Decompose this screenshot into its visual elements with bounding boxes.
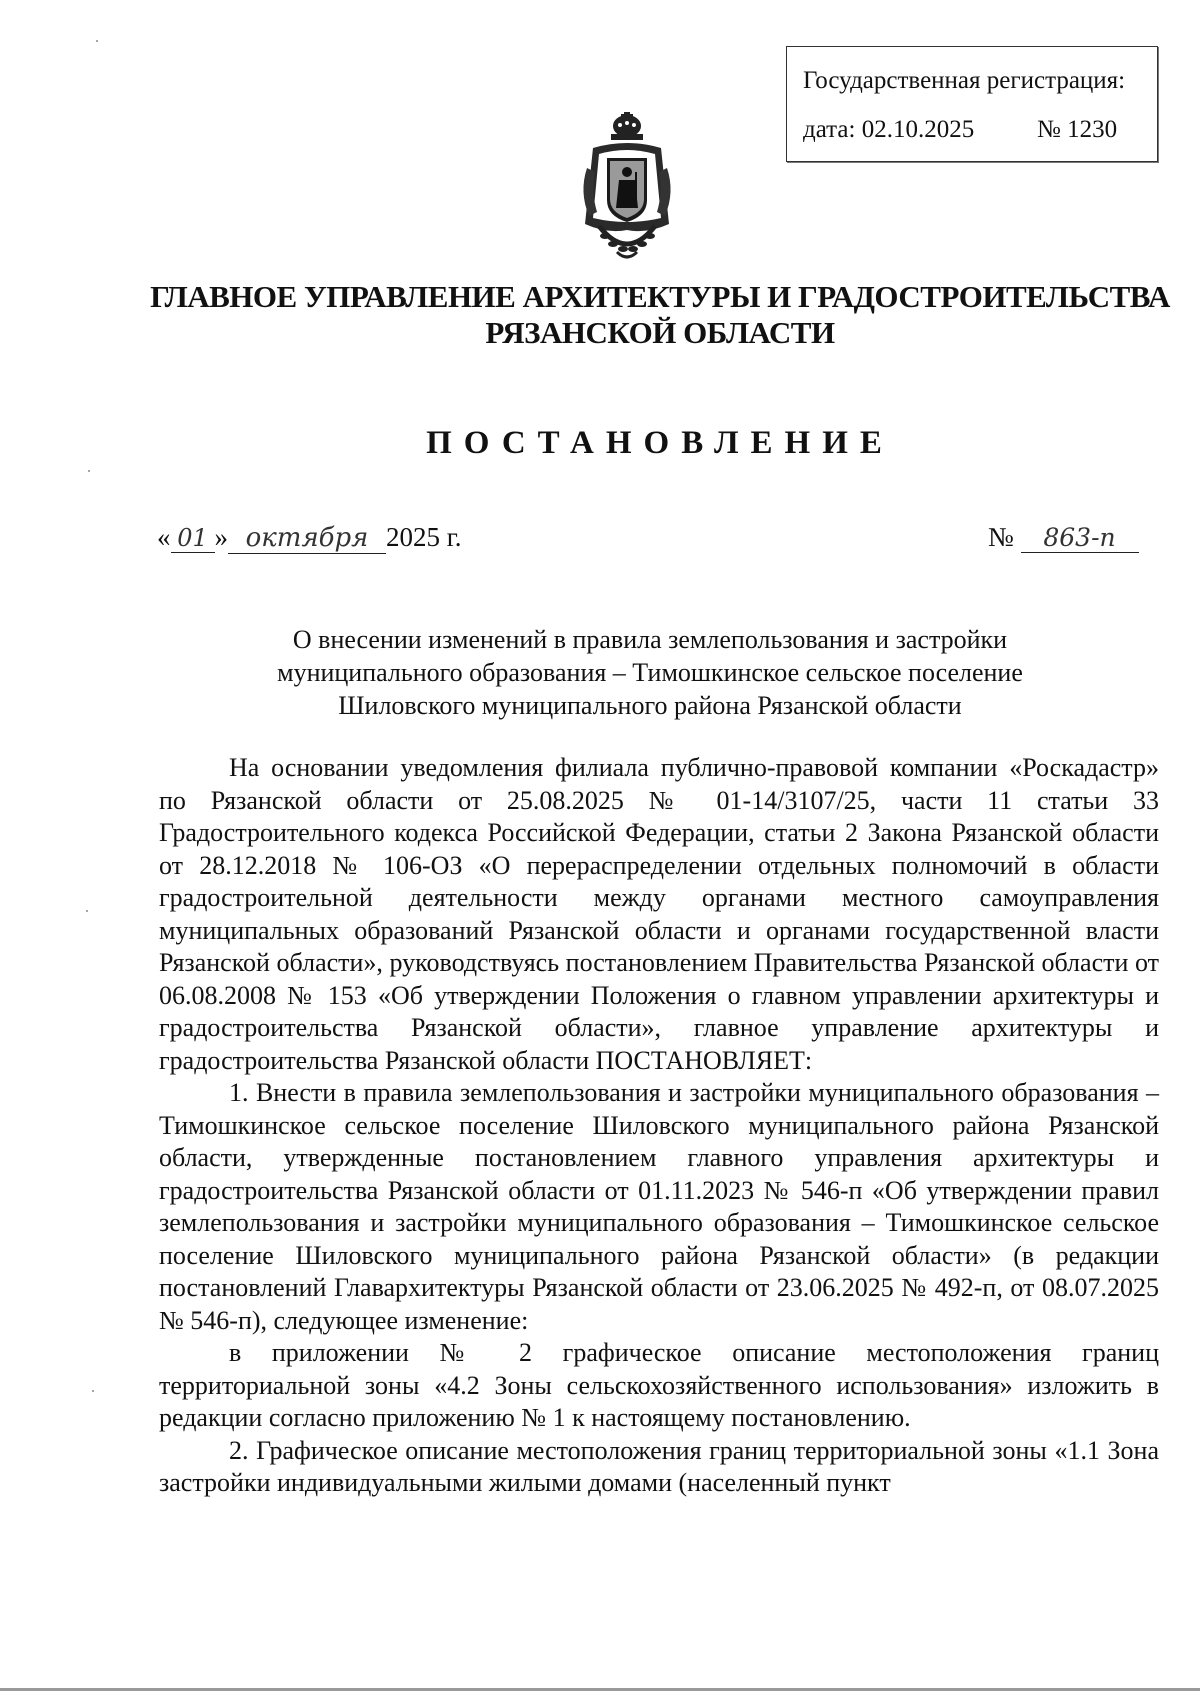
registration-number: № 1230 (1037, 116, 1118, 143)
registration-stamp (786, 46, 1158, 162)
number-label: № (988, 522, 1014, 552)
body-paragraph-amendment: в приложении № 2 графическое описание местоположения границ территориальной зоны «4.2 Зоны сельскохозяйственного использования» изложить в редакции согласно приложению № 1 к настоящему постановлению. (159, 1338, 1159, 1432)
page-bottom-edge (0, 1688, 1200, 1691)
registration-date: дата: 02.10.2025 (803, 116, 975, 143)
body-paragraph-item-1: 1. Внести в правила землепользования и застройки муниципального образования – Тимошкинское сельское поселение Шиловского муниципального района Рязанской области, утвержденные постановлением главного управления архитектуры и градостроительства Рязанской области от 01.11.2023 № 546-п «Об утверждении правил землепользования и застройки муниципального образования – Тимошкинское сельское поселение Шиловского муниципального района Рязанской области» (в редакции постановлений Главархитектуры Рязанской области от 23.06.2025 № 492-п, от 08.07.2025 № 546-п), следующее изменение: (159, 1078, 1159, 1335)
document-date (157, 522, 462, 554)
document-type: ПОСТАНОВЛЕНИЕ (426, 425, 894, 461)
date-close-quote: » (214, 522, 228, 552)
coat-of-arms-icon (577, 112, 677, 268)
document-number (988, 522, 1139, 553)
document-body (159, 752, 1159, 1500)
issuer-name-line-1: ГЛАВНОЕ УПРАВЛЕНИЕ АРХИТЕКТУРЫ И ГРАДОСТРОИТЕЛЬСТВА (150, 279, 1170, 314)
title-line: Шиловского муниципального района Рязанской области (338, 691, 962, 720)
title-line: О внесении изменений в правила землепользования и застройки (292, 625, 1008, 654)
number-value-handwritten: 863-п (1021, 523, 1139, 553)
registration-title: Государственная регистрация: (803, 67, 1126, 94)
date-open-quote: « (157, 522, 171, 552)
date-day-handwritten: 01 (171, 524, 215, 553)
document-title (150, 623, 1150, 722)
date-month-handwritten: октября (228, 523, 386, 554)
date-year: 2025 г. (386, 522, 462, 552)
title-line: муниципального образования – Тимошкинское сельское поселение (277, 658, 1023, 687)
issuer-name-line-2: РЯЗАНСКОЙ ОБЛАСТИ (485, 315, 835, 350)
body-paragraph-item-2: 2. Графическое описание местоположения границ территориальной зоны «1.1 Зона застройки индивидуальными жилыми домами (населенный пункт (159, 1435, 1159, 1497)
body-paragraph-preamble: На основании уведомления филиала публично-правовой компании «Роскадастр» по Рязанской области от 25.08.2025 № 01-14/3107/25, части 11 статьи 33 Градостроительного кодекса Российской Федерации, статьи 2 Закона Рязанской области от 28.12.2018 № 106-ОЗ «О перераспределении отдельных полномочий в области градостроительной деятельности между органами местного самоуправления муниципальных образований Рязанской области и органами государственной власти Рязанской области», руководствуясь постановлением Правительства Рязанской области от 06.08.2008 № 153 «Об утверждении Положения о главном управлении архитектуры и градостроительства Рязанской области», главное управление архитектуры и градостроительства Рязанской области ПОСТАНОВЛЯЕТ: (159, 753, 1159, 1075)
